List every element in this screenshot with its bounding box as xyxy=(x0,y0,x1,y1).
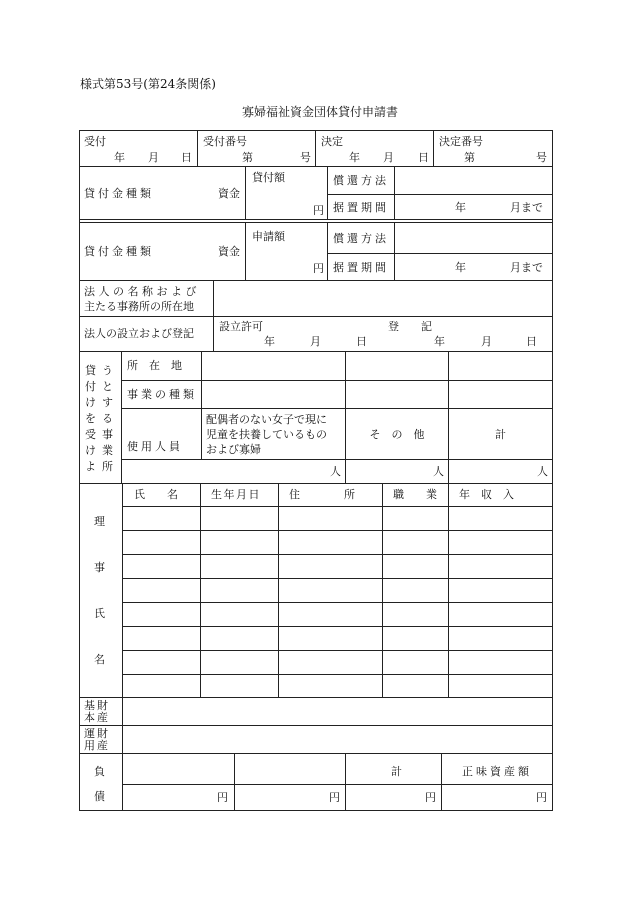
staff-count-label: 使用人員 xyxy=(127,440,183,453)
repayment-method-label: 償還方法 xyxy=(333,174,389,187)
net-assets-label: 正味資産額 xyxy=(462,765,532,778)
application-deferment-year: 年 xyxy=(455,261,466,274)
receipt-number-prefix: 第 xyxy=(242,151,253,164)
debt-label-1: 負 xyxy=(94,765,105,778)
form-title: 寡婦福祉資金団体貸付申請書 xyxy=(241,105,398,119)
debt-total-label: 計 xyxy=(391,765,402,778)
permit-label: 設立許可 xyxy=(219,320,263,333)
staff-desc-line1: 配偶者のない女子で現に xyxy=(206,413,327,426)
deferment-period-label: 据置期間 xyxy=(333,201,389,214)
decision-year-label: 年 xyxy=(349,151,360,164)
header-birthdate: 生年月日 xyxy=(211,488,261,501)
registration-year-label: 年 xyxy=(434,335,445,348)
loan-fund-label: 資金 xyxy=(218,187,240,200)
decision-number-prefix: 第 xyxy=(464,151,475,164)
application-type-label: 貸付金種類 xyxy=(84,245,154,258)
receipt-number-suffix: 号 xyxy=(300,151,311,164)
decision-number-suffix: 号 xyxy=(536,151,547,164)
header-annual-income: 年 収 入 xyxy=(459,488,514,501)
debt-yen-total: 円 xyxy=(425,791,436,804)
receipt-year-label: 年 xyxy=(114,151,125,164)
decision-label: 決定 xyxy=(321,135,343,148)
receipt-day-label: 日 xyxy=(181,151,192,164)
staff-desc-line3: および寡婦 xyxy=(206,443,261,456)
deferment-year-label: 年 xyxy=(455,201,466,214)
business-type-label: 事業の種類 xyxy=(127,388,197,401)
decision-number-label: 決定番号 xyxy=(439,135,483,148)
permit-year-label: 年 xyxy=(264,335,275,348)
operating-assets-label-line1: 運財 xyxy=(84,727,110,740)
net-assets-yen: 円 xyxy=(536,791,547,804)
operating-assets-label-line2: 用産 xyxy=(84,739,110,752)
corp-name-label-line1: 法人の名称および xyxy=(84,285,200,298)
registration-day-label: 日 xyxy=(526,335,537,348)
application-deferment-until: 月まで xyxy=(510,261,543,274)
debt-yen-2: 円 xyxy=(329,791,340,804)
corp-establishment-label: 法人の設立および登記 xyxy=(84,327,194,340)
application-amount-yen: 円 xyxy=(313,262,324,275)
receipt-label: 受付 xyxy=(84,135,106,148)
debt-label-2: 債 xyxy=(94,790,105,803)
form-number: 様式第53号(第24条関係) xyxy=(80,77,216,91)
registration-month-label: 月 xyxy=(481,335,492,348)
application-repayment-label: 償還方法 xyxy=(333,232,389,245)
basic-assets-label-line2: 本産 xyxy=(84,711,110,724)
registration-label: 登 記 xyxy=(388,320,432,333)
application-deferment-label: 据置期間 xyxy=(333,261,389,274)
header-name: 氏 名 xyxy=(134,488,178,501)
decision-day-label: 日 xyxy=(418,151,429,164)
business-location-label: 所 在 地 xyxy=(127,359,182,372)
application-amount-label: 申請額 xyxy=(252,230,285,243)
staff-single-mothers-unit: 人 xyxy=(330,465,341,478)
debt-yen-1: 円 xyxy=(217,791,228,804)
receipt-number-label: 受付番号 xyxy=(203,135,247,148)
receipt-month-label: 月 xyxy=(148,151,159,164)
staff-other-label: そ の 他 xyxy=(369,428,425,441)
loan-type-label: 貸付金種類 xyxy=(84,187,154,200)
permit-day-label: 日 xyxy=(356,335,367,348)
application-fund-label: 資金 xyxy=(218,245,240,258)
basic-assets-label-line1: 基財 xyxy=(84,699,110,712)
permit-month-label: 月 xyxy=(310,335,321,348)
deferment-until-label: 月まで xyxy=(510,201,543,214)
staff-desc-line2: 児童を扶養しているもの xyxy=(206,428,327,441)
loan-amount-label: 貸付額 xyxy=(252,171,285,184)
header-occupation: 職 業 xyxy=(393,488,437,501)
staff-total-label: 計 xyxy=(495,428,506,441)
header-address: 住 所 xyxy=(289,488,355,501)
decision-month-label: 月 xyxy=(383,151,394,164)
loan-amount-yen: 円 xyxy=(313,204,324,217)
staff-total-unit: 人 xyxy=(537,465,548,478)
staff-other-unit: 人 xyxy=(433,465,444,478)
corp-name-label-line2: 主たる事務所の所在地 xyxy=(84,300,194,313)
